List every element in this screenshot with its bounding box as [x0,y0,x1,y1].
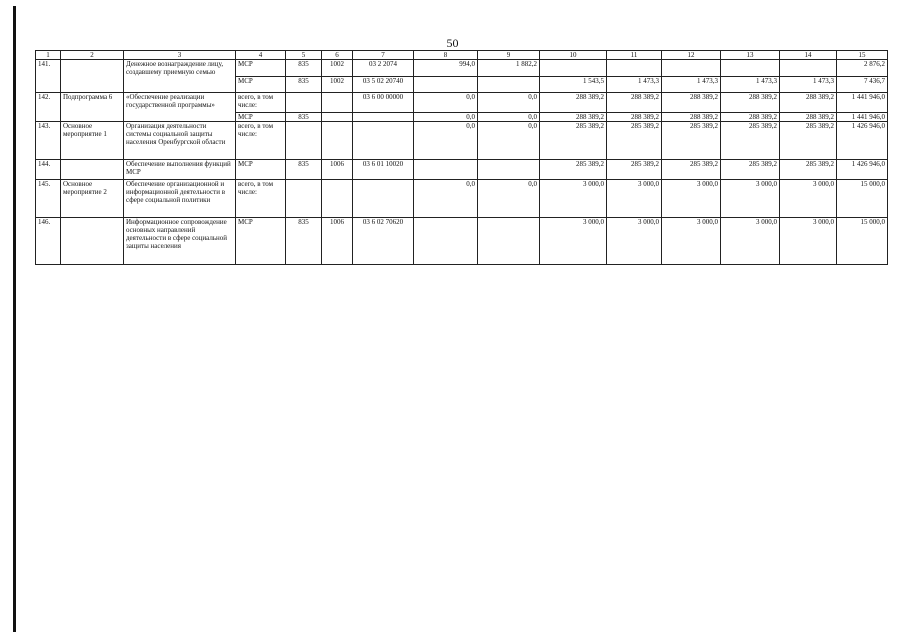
grbs-cell [286,122,322,160]
event-name-cell: Информационное сопровождение основных направлений деятельности в сфере социальной защиты населения [124,218,236,265]
value-cell: 0,0 [414,93,478,113]
rzpr-cell: 1006 [322,160,353,180]
csr-cell [353,180,414,218]
value-cell: 994,0 [414,60,478,77]
column-number: 13 [721,51,780,60]
scan-edge-line [13,6,16,632]
value-cell: 3 000,0 [607,180,662,218]
value-cell: 288 389,2 [780,113,837,122]
event-name-cell: «Обеспечение реализации государственной программы» [124,93,236,122]
grbs-cell: 835 [286,218,322,265]
row-number: 145. [36,180,61,218]
value-cell: 285 389,2 [540,122,607,160]
column-number: 1 [36,51,61,60]
csr-cell [353,113,414,122]
executor-cell: всего, в том числе: [236,180,286,218]
rzpr-cell [322,122,353,160]
value-cell [540,60,607,77]
value-cell [414,160,478,180]
event-name-cell: Организация деятельности системы социальной защиты населения Оренбургской области [124,122,236,160]
value-cell: 1 473,3 [721,77,780,93]
value-cell: 3 000,0 [607,218,662,265]
value-cell: 288 389,2 [780,93,837,113]
rzpr-cell [322,93,353,113]
value-cell: 288 389,2 [721,113,780,122]
value-cell: 0,0 [478,93,540,113]
total-cell: 15 000,0 [837,218,888,265]
csr-cell [353,122,414,160]
value-cell: 0,0 [414,113,478,122]
table-row [36,218,888,265]
rzpr-cell: 1006 [322,218,353,265]
total-cell: 1 426 946,0 [837,160,888,180]
table-row [36,93,888,113]
value-cell: 3 000,0 [662,218,721,265]
event-name-cell: Обеспечение организационной и информационной деятельности в сфере социальной политики [124,180,236,218]
value-cell: 0,0 [478,113,540,122]
total-cell: 1 426 946,0 [837,122,888,160]
rzpr-cell [322,180,353,218]
executor-cell: МСР [236,160,286,180]
value-cell: 1 473,3 [662,77,721,93]
value-cell [721,60,780,77]
page-number: 50 [446,36,459,50]
total-cell: 15 000,0 [837,180,888,218]
value-cell [414,218,478,265]
column-number: 14 [780,51,837,60]
grbs-cell: 835 [286,113,322,122]
grbs-cell: 835 [286,60,322,77]
total-cell: 1 441 946,0 [837,93,888,113]
value-cell: 3 000,0 [780,180,837,218]
value-cell: 0,0 [478,122,540,160]
value-cell [478,160,540,180]
total-cell: 2 876,2 [837,60,888,77]
row-number: 143. [36,122,61,160]
event-name-cell: Денежное вознаграждение лицу, создавшему приемную семью [124,60,236,93]
table-row [36,122,888,160]
row-number: 142. [36,93,61,122]
column-number: 7 [353,51,414,60]
value-cell: 3 000,0 [721,218,780,265]
table-row [36,180,888,218]
row-number: 141. [36,60,61,93]
value-cell: 0,0 [414,122,478,160]
csr-cell: 03 2 2074 [353,60,414,77]
program-cell [61,160,124,180]
value-cell: 285 389,2 [780,122,837,160]
value-cell [478,218,540,265]
column-number: 12 [662,51,721,60]
value-cell [414,77,478,93]
value-cell: 3 000,0 [540,218,607,265]
csr-cell: 03 6 00 00000 [353,93,414,113]
value-cell: 288 389,2 [607,113,662,122]
column-number: 3 [124,51,236,60]
column-number: 5 [286,51,322,60]
column-number: 8 [414,51,478,60]
executor-cell: МСР [236,77,286,93]
value-cell: 285 389,2 [607,122,662,160]
column-number: 2 [61,51,124,60]
executor-cell: МСР [236,60,286,77]
column-number: 6 [322,51,353,60]
rzpr-cell [322,113,353,122]
program-cell: Основное мероприятие 2 [61,180,124,218]
table-row [36,160,888,180]
value-cell: 0,0 [478,180,540,218]
value-cell: 3 000,0 [540,180,607,218]
executor-cell: всего, в том числе: [236,122,286,160]
value-cell: 288 389,2 [721,93,780,113]
csr-cell: 03 6 01 10020 [353,160,414,180]
value-cell: 0,0 [414,180,478,218]
program-cell [61,60,124,93]
rzpr-cell: 1002 [322,60,353,77]
executor-cell: всего, в том числе: [236,93,286,113]
value-cell: 3 000,0 [721,180,780,218]
value-cell: 1 473,3 [607,77,662,93]
value-cell: 288 389,2 [662,93,721,113]
value-cell: 285 389,2 [780,160,837,180]
executor-cell: МСР [236,218,286,265]
total-cell: 7 436,7 [837,77,888,93]
grbs-cell: 835 [286,160,322,180]
value-cell [780,60,837,77]
total-cell: 1 441 946,0 [837,113,888,122]
column-number: 4 [236,51,286,60]
value-cell: 1 543,5 [540,77,607,93]
csr-cell: 03 6 02 70620 [353,218,414,265]
grbs-cell [286,93,322,113]
column-number-row [36,51,888,60]
value-cell: 3 000,0 [662,180,721,218]
program-cell: Подпрограмма 6 [61,93,124,122]
table-row [36,60,888,77]
value-cell: 285 389,2 [721,122,780,160]
value-cell [478,77,540,93]
executor-cell: МСР [236,113,286,122]
value-cell: 288 389,2 [662,113,721,122]
grbs-cell: 835 [286,77,322,93]
row-number: 144. [36,160,61,180]
csr-cell: 03 5 02 20740 [353,77,414,93]
value-cell: 285 389,2 [662,160,721,180]
column-number: 9 [478,51,540,60]
budget-table [35,50,888,265]
column-number: 15 [837,51,888,60]
column-number: 10 [540,51,607,60]
value-cell: 1 473,3 [780,77,837,93]
program-cell [61,218,124,265]
value-cell: 285 389,2 [662,122,721,160]
event-name-cell: Обеспечение выполнения функций МСР [124,160,236,180]
value-cell: 288 389,2 [540,113,607,122]
value-cell: 288 389,2 [607,93,662,113]
row-number: 146. [36,218,61,265]
value-cell: 285 389,2 [540,160,607,180]
value-cell [662,60,721,77]
grbs-cell [286,180,322,218]
rzpr-cell: 1002 [322,77,353,93]
value-cell: 288 389,2 [540,93,607,113]
value-cell [607,60,662,77]
column-number: 11 [607,51,662,60]
value-cell: 285 389,2 [721,160,780,180]
value-cell: 285 389,2 [607,160,662,180]
value-cell: 3 000,0 [780,218,837,265]
value-cell: 1 882,2 [478,60,540,77]
program-cell: Основное мероприятие 1 [61,122,124,160]
